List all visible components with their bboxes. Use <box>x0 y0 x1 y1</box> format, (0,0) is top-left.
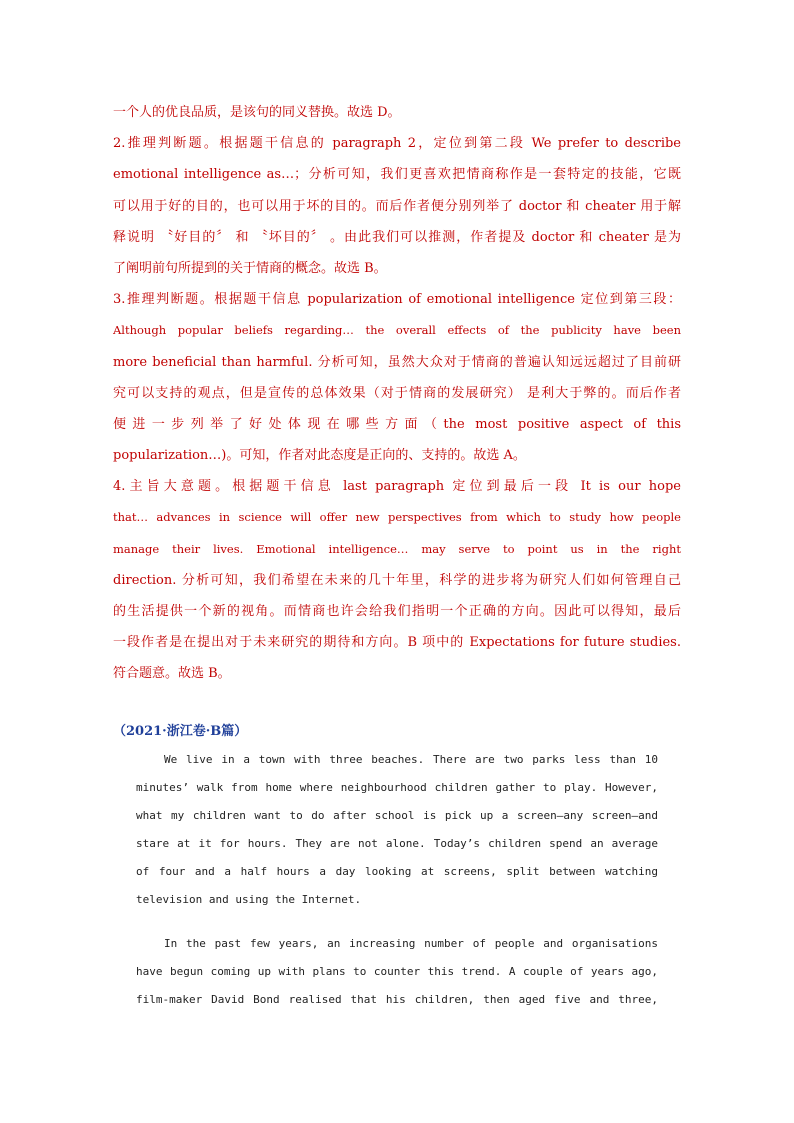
answer-line: 一个人的优良品质，是该句的同义替换。故选 D。 <box>113 105 401 120</box>
answer-line: 可以用于好的目的，也可以用于坏的目的。而后作者便分别列举了 doctor 和 cheater 用于解 <box>113 198 681 214</box>
passage-line: of four and a half hours a day looking at screens, split between watching <box>136 865 658 878</box>
answer-line: 释说明 〝好目的〞 和 〝坏目的〞 。由此我们可以推测，作者提及 doctor 和 cheater 是为 <box>113 229 681 245</box>
answer-line: more beneficial than harmful. 分析可知，虽然大众对于情商的普遍认知远远超过了目前研 <box>113 354 681 370</box>
answer-explanation <box>113 97 681 690</box>
passage-line: what my children want to do after school is pick up a screen—any screen—and <box>136 809 658 822</box>
passage-line: We live in a town with three beaches. There are two parks less than 10 <box>164 753 658 766</box>
section-heading: （2021·浙江卷·B篇） <box>113 724 248 739</box>
answer-line: popularization…)。可知，作者对此态度是正向的、支持的。故选 A。 <box>113 448 526 464</box>
passage-line: stare at it for hours. They are not alone. Today’s children spend an average <box>136 837 658 850</box>
answer-line: 4.主旨大意题。根据题干信息 last paragraph 定位到最后一段 It is our hope <box>113 479 681 495</box>
answer-line: 符合题意。故选 B。 <box>113 666 231 682</box>
answer-line: 究可以支持的观点，但是宣传的总体效果（对于情商的发展研究） 是利大于弊的。而后作者 <box>113 385 681 401</box>
passage-line: minutes’ walk from home where neighbourhood children gather to play. However, <box>136 781 658 794</box>
answer-line: 便进一步列举了好处体现在哪些方面（the most positive aspect of this <box>113 416 681 432</box>
passage-line: film-maker David Bond realised that his children, then aged five and three, <box>136 993 658 1006</box>
answer-line: Although popular beliefs regarding… the overall effects of the publicity have been <box>113 323 681 338</box>
answer-line: 一段作者是在提出对于未来研究的期待和方向。B 项中的 Expectations for future studies. <box>113 635 681 651</box>
answer-line: 了阐明前句所提到的关于情商的概念。故选 B。 <box>113 260 387 276</box>
reading-passage <box>136 746 658 1014</box>
paragraph-gap <box>136 914 658 930</box>
answer-line: direction. 分析可知，我们希望在未来的几十年里，科学的进步将为研究人们如何管理自己 <box>113 572 681 588</box>
passage-line: have begun coming up with plans to counter this trend. A couple of years ago, <box>136 965 658 978</box>
answer-line: 2.推理判断题。根据题干信息的 paragraph 2，定位到第二段 We prefer to describe <box>113 136 681 152</box>
answer-line: emotional intelligence as…；分析可知，我们更喜欢把情商称作是一套特定的技能，它既 <box>113 167 681 183</box>
answer-line: 的生活提供一个新的视角。而情商也许会给我们指明一个正确的方向。因此可以得知，最后 <box>113 604 681 619</box>
answer-line: 3.推理判断题。根据题干信息 popularization of emotional intelligence 定位到第三段： <box>113 292 681 308</box>
passage-line: In the past few years, an increasing number of people and organisations <box>164 937 658 950</box>
passage-line: television and using the Internet. <box>136 893 362 906</box>
answer-line: that… advances in science will offer new perspectives from which to study how people <box>113 510 681 525</box>
answer-line: manage their lives. Emotional intelligence… may serve to point us in the right <box>113 541 681 556</box>
